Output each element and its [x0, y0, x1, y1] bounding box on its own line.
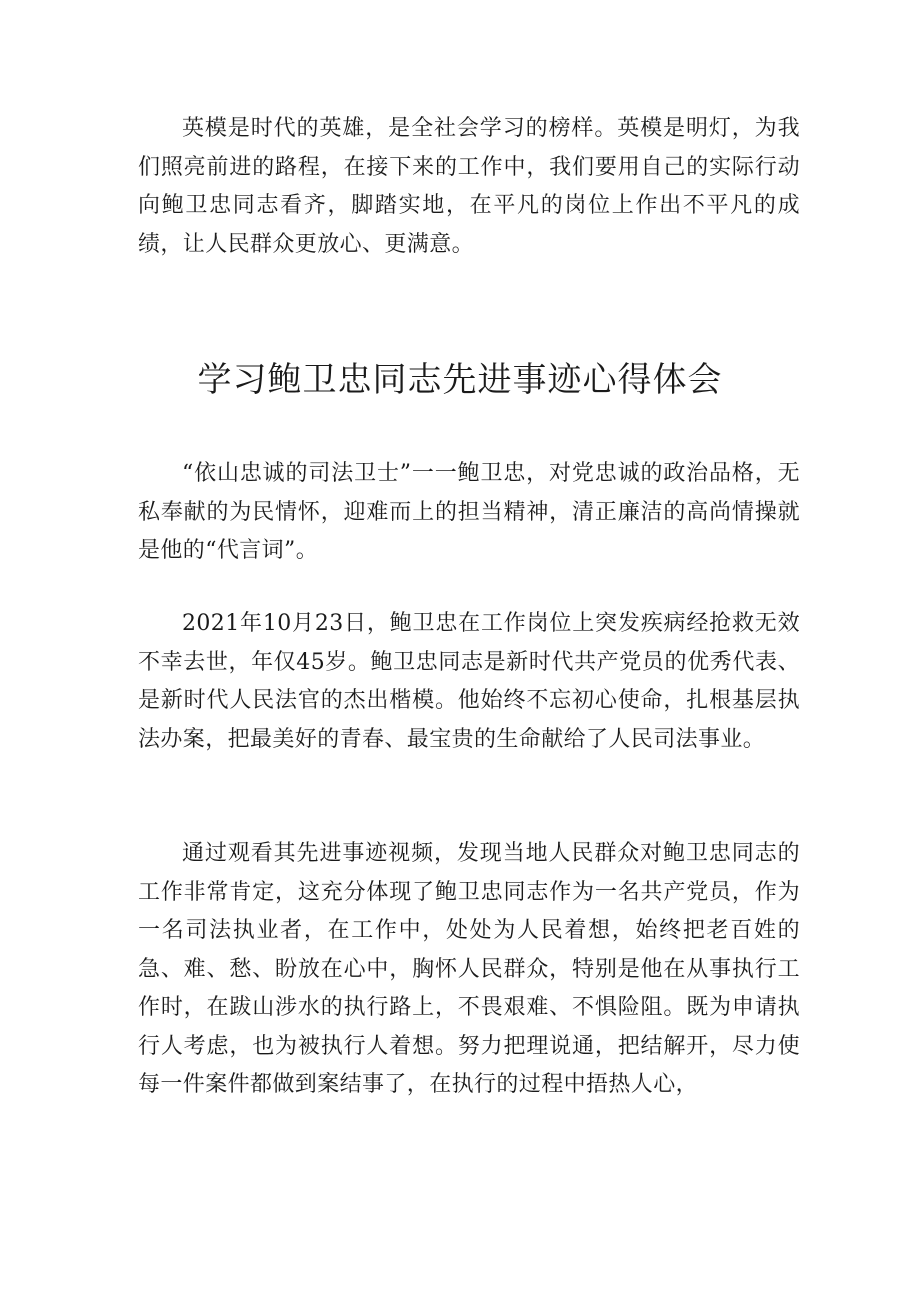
body-paragraph-3: 通过观看其先进事迹视频，发现当地人民群众对鲍卫忠同志的工作非常肯定，这充分体现了鲍卫忠同志作为一名共产党员，作为一名司法执业者，在工作中，处处为人民着想，始终把老百姓的急、难、愁、盼放在心中，胸怀人民群众，特别是他在从事执行工作时，在跋山涉水的执行路上，不畏艰难、不惧险阻。既为申请执行人考虑，也为被执行人着想。努力把理说通，把结解开，尽力使每一件案件都做到案结事了，在执行的过程中捂热人心， — [138, 841, 800, 1097]
intro-paragraph: 英模是时代的英雄，是全社会学习的榜样。英模是明灯，为我们照亮前进的路程，在接下来的工作中，我们要用自己的实际行动向鲍卫忠同志看齐，脚踏实地，在平凡的岗位上作出不平凡的成绩，让人民群众更放心、更满意。 — [138, 116, 800, 257]
body-paragraph-1: “依山忠诚的司法卫士”一一鲍卫忠，对党忠诚的政治品格，无私奉献的为民情怀，迎难而上的担当精神，清正廉洁的高尚情操就是他的“代言词”。 — [138, 461, 800, 563]
body-paragraph-2: 2021年10月23日，鲍卫忠在工作岗位上突发疾病经抢救无效不幸去世，年仅45岁。鲍卫忠同志是新时代共产党员的优秀代表、是新时代人民法官的杰出楷模。他始终不忘初心使命，扎根基层执法办案，把最美好的青春、最宝贵的生命献给了人民司法事业。 — [138, 611, 800, 752]
page-title: 学习鲍卫忠同志先进事迹心得体会 — [197, 360, 723, 400]
